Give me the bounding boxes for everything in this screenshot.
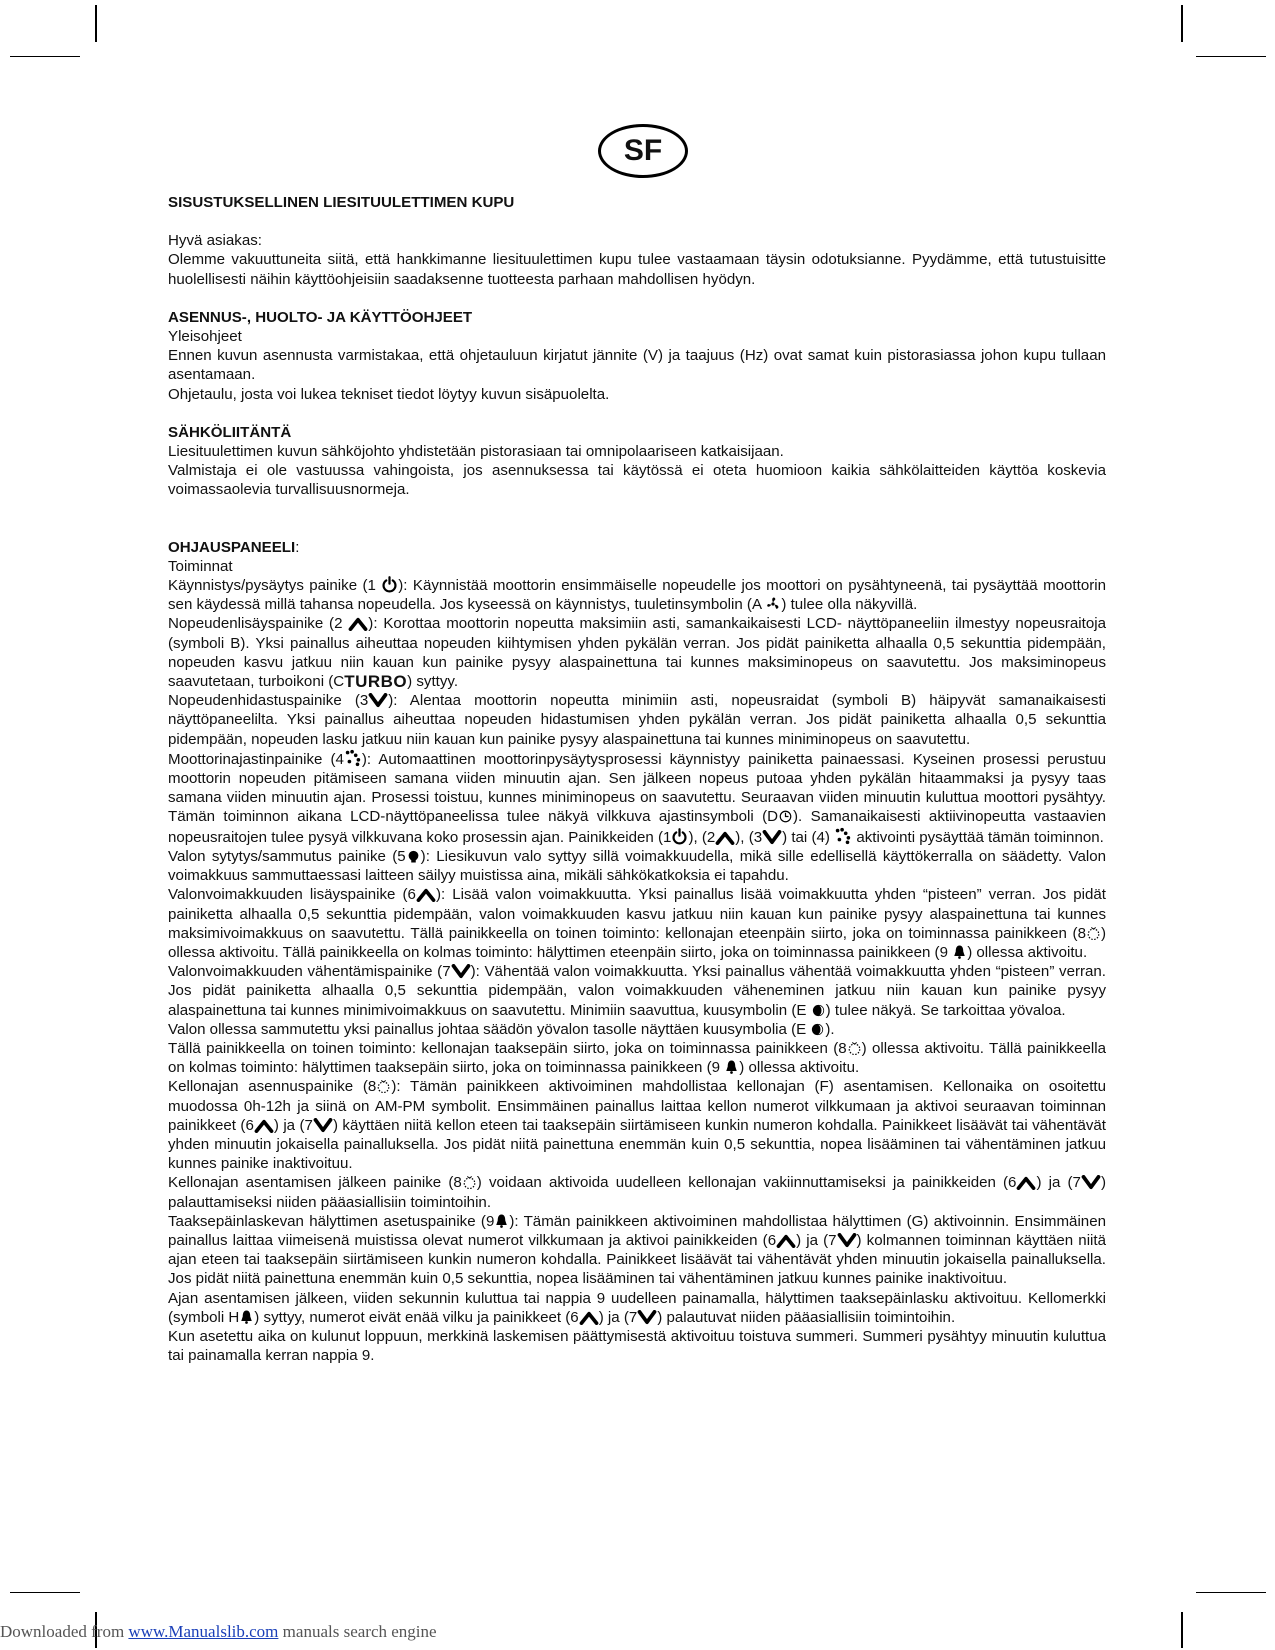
light-bulb-icon xyxy=(406,849,421,864)
language-badge xyxy=(598,124,688,178)
electric-paragraph: Liesituulettimen kuvun sähköjohto yhdistetään pistorasiaan tai omnipolaariseen katkaisijaan. xyxy=(168,443,784,461)
timer-icon xyxy=(834,827,852,845)
light-paragraph: Valon sytytys/sammutus painike (5 ): Liesikuvun valo syttyy sillä voimakkuudella, mikä sille edellisellä käyttökerralla on säädetty. Valon voimakkuus sammuttaessasi laitteen säilyy muistissa aina, mikäli sähkökatkoksia ei tapahdu. xyxy=(168,847,1106,885)
end-paragraph: Kun asetettu aika on kulunut loppuun, merkkinä laskemisen päättymisestä aktivoituu toistuva summeri. Summeri pysähtyy minuutin kuluttua tai painamalla kerran nappia 9. xyxy=(168,1327,1106,1365)
bell-icon xyxy=(952,943,967,960)
chevron-up-icon xyxy=(1016,1175,1036,1190)
chevron-up-icon xyxy=(776,1233,796,1248)
manualslib-link[interactable]: www.Manualslib.com xyxy=(128,1622,279,1641)
chevron-up-icon xyxy=(715,830,735,845)
speedup-paragraph: Nopeudenlisäyspainike (2 ): Korottaa moottorin nopeutta maksimiin asti, samankaikaisesti LCD- näyttöpaneeliin ilmestyy nopeusraitoja (symboli B). Yksi painallus aiheuttaa nopeuden kiihtymisen yhden pykälän verran. Jos pidät painiketta alhaalla 0,5 sekunttia pidempään, nopeuden kasvu jatkuu niin kauan kun painike pysyy alaspainettuna tai kunnes maksiminopeus on saavutettu. Jos maksiminopeus saavutetaan, turboikoni (CTURBO) syttyy. xyxy=(168,615,1106,692)
download-footer: Downloaded from www.Manualslib.com manuals search engine xyxy=(0,1622,437,1641)
panel-subheading: Toiminnat xyxy=(168,557,233,575)
chevron-down-icon xyxy=(637,1310,657,1325)
after-clock-paragraph: Kellonajan asentamisen jälkeen painike (8 ) voidaan aktivoida uudelleen kellonajan vakiinnuttamiseksi ja painikkeiden (6 ) ja (7 ) palauttamiseksi niiden pääasiallisiin toimintoihin. xyxy=(168,1174,1106,1211)
chevron-down-icon xyxy=(1081,1175,1101,1190)
crop-mark xyxy=(1181,1612,1183,1648)
chevron-down-icon xyxy=(451,964,471,979)
install-subheading: Yleisohjeet xyxy=(168,328,242,346)
speeddown-paragraph: Nopeudenhidastuspainike (3 ): Alentaa moottorin nopeutta minimiin asti, nopeusraidat (symboli B) häipyvät samanaikaisesti näyttöpaneelilta. Yksi painallus aiheuttaa nopeuden hidastumisen yhden pykälän verran. Jos pidät painiketta alhaalla 0,5 sekunttia pidempään, nopeuden lasku jatkuu niin kauan kun painike pysyy alaspainettuna tai kunnes miniminopeus on saavutettu. xyxy=(168,692,1106,748)
moon-icon xyxy=(811,1003,826,1018)
electric-paragraph: Valmistaja ei ole vastuussa vahingoista, jos asennuksessa tai käytössä ei oteta huomioon kaikia sähkölaitteiden käyttöa koskevia voimassaolevia turvallisuusnormeja. xyxy=(168,462,1106,499)
document-title: SISUSTUKSELLINEN LIESITUULETTIMEN KUPU xyxy=(168,194,515,211)
dotted-clock-icon xyxy=(847,1041,862,1056)
dotted-clock-icon xyxy=(376,1079,391,1094)
fan-icon xyxy=(765,596,781,612)
onoff-paragraph: Käynnistys/pysäytys painike (1 ): Käynnistää moottorin ensimmäiselle nopeudelle jos moottori on pysähtyneenä, tai pysäyttää moottorin sen käydessä millä tahansa nopeudella. Jos kyseessä on käynnistys, tuuletinsymbolin (A ) tulee olla näkyvillä. xyxy=(168,577,1106,614)
timer-paragraph: Moottorinajastinpainike (4 ): Automaattinen moottorinpysäytysprosessi käynnistyy painiketta painaessasi. Kyseinen prosessi perustuu moottorin nopeuden pitämiseen samana viiden minuutin ajan. Sen jälkeen nopeus putoaa yhden pykälän hitaammaksi ja pysyy taas samana viiden minuutin ajan. Prosessi toistuu, kunnes miniminopeus on saavutettu. Seuraavan viiden minuutin kuluttua moottori pysähtyy. Tämän toiminnon aikana LCD-näyttöpaneelissa tulee näkyä vilkkuva ajastinsymboli (D ). Samanaikaisesti aktiivinopeutta vastaavien nopeusraitojen tulee pysyä vilkkuvana koko prosessin ajan. Painikkeiden (1 ), (2 ), (3 ) tai (4) aktivointi pysäyttää tämän toiminnon. xyxy=(168,750,1106,846)
chevron-down-icon xyxy=(368,693,388,708)
chevron-up-icon xyxy=(416,887,436,902)
intro-text: Olemme vakuuttuneita siitä, että hankkimanne liesituulettimen kupu tulee vastaamaan täysin odotuksianne. Pyydämme, että tutustuisitte huolellisesti näihin käyttöohjeisiin saadaksenne tuotteesta parhaan mahdollisen hyödyn. xyxy=(168,251,1106,288)
greeting: Hyvä asiakas: xyxy=(168,232,262,250)
crop-mark xyxy=(95,5,97,42)
clock-icon xyxy=(778,809,793,824)
night-paragraph: Valon ollessa sammutettu yksi painallus johtaa säädön yövalon tasolle näyttäen kuusymbolia (E ). xyxy=(168,1020,835,1038)
crop-mark xyxy=(10,1592,80,1593)
chevron-up-icon xyxy=(579,1310,599,1325)
document-body xyxy=(168,193,1106,1365)
power-icon xyxy=(671,828,688,845)
clock-paragraph: Kellonajan asennuspainike (8 ): Tämän painikkeen aktivoiminen mahdollistaa kellonajan (F) asentamisen. Kellonaika on osoitettu muodossa 0h-12h ja siinä on AM-PM symbolit. Ensimmäinen painallus laittaa kellon numerot vilkkumaan ja aktivoi seuraavan toiminnan painikkeet (6 ) ja (7 ) käyttäen niitä kellon eteen tai taaksepäin siirtämiseen kunkin numeron kohdalla. Painikkeet lisäävät tai vähentävät yhden minuutin jokaisella painalluksella. Jos pidät niitä painettuna enemmän kuin 0,5 sekunttia, nopea lisääminen tai vähentäminen jatkuu kunnes painike inaktivoituu. xyxy=(168,1078,1106,1173)
language-code: SF xyxy=(623,134,663,167)
chevron-down-icon xyxy=(313,1118,333,1133)
crop-mark xyxy=(1196,56,1266,57)
dotted-clock-icon xyxy=(1086,926,1101,941)
alarm-set-paragraph: Ajan asentamisen jälkeen, viiden sekunnin kuluttua tai nappia 9 uudelleen painamalla, hälyttimen taaksepäinlasku aktivoituu. Kellomerkki (symboli H ) syttyy, numerot eivät enää vilku ja painikkeet (6 ) ja (7 ) palautuvat niiden pääasiallisiin toimintoihin. xyxy=(168,1289,1106,1326)
moon-icon xyxy=(810,1022,825,1037)
chevron-down-icon xyxy=(837,1233,857,1248)
timer-icon xyxy=(344,749,362,767)
lightdown-paragraph: Valonvoimakkuuden vähentämispainike (7 ): Vähentää valon voimakkuutta. Yksi painallus vähentää voimakkuutta yhden “pisteen” verran. Jos pidät painiketta alhaalla 0,5 sekunttia pidempään, valon voimakkuuden väheneminen jatkuu niin kauan kun painike pysyy alaspainettuna tai kunnes minimivoimakkuus on saavutettu. Minimiin saavuttua, kuusymbolin (E ) tulee näkyä. Se tarkoittaa yövaloa. xyxy=(168,963,1106,1019)
electric-heading: SÄHKÖLIITÄNTÄ xyxy=(168,423,292,441)
second-function-paragraph: Tällä painikkeella on toinen toiminto: kellonajan taaksepäin siirto, joka on toiminnassa painikkeen (8 ) ollessa aktivoitu. Tällä painikkeella on kolmas toiminto: hälyttimen taaksepäin siirto, joka on toiminnassa painikkeen (9 ) ollessa aktivoitu. xyxy=(168,1039,1106,1077)
crop-mark xyxy=(1196,1592,1266,1593)
chevron-up-icon xyxy=(348,616,368,631)
bell-icon xyxy=(494,1212,509,1229)
lightup-paragraph: Valonvoimakkuuden lisäyspainike (6 ): Lisää valon voimakkuutta. Yksi painallus lisää voimakkuutta yhden “pisteen” verran. Jos pidät painiketta alhaalla 0,5 sekunttia pidempään, valon voimakkuuden kasvu jatkuu niin kauan kun painike pysyy alaspainettuna tai kunnes maksimivoimakkuus on saavutettu. Tällä painikkeella on toinen toiminto: kellonajan eteenpäin siirto, joka on toiminnassa painikkeen (8 ) ollessa aktivoitu. Tällä painikkeella on kolmas toiminto: hälyttimen eteenpäin siirto, joka on toiminnassa painikkeen (9 ) ollessa aktivoitu. xyxy=(168,886,1106,961)
install-heading: ASENNUS-, HUOLTO- JA KÄYTTÖOHJEET xyxy=(168,308,473,326)
alarm-paragraph: Taaksepäinlaskevan hälyttimen asetuspainike (9 ): Tämän painikkeen aktivoiminen mahdollistaa hälyttimen (G) aktivoinnin. Ensimmäinen painallus laittaa viimeisenä muistissa olevat numerot vilkkumaan ja aktivoi painikkeiden (6 ) ja (7 ) kolmannen toiminnan käyttäen niitä ajan eteen tai taaksepäin siirtämiseen kunkin numeron kohdalla. Painikkeet lisäävät tai vähentävät yhden minuutin jokaisella painalluksella. Jos pidät niitä painettuna enemmän kuin 0,5 sekunttia, nopea lisääminen tai vähentäminen jatkuu kunnes painike inaktivoituu. xyxy=(168,1212,1106,1288)
panel-heading-colon: : xyxy=(295,538,300,556)
turbo-icon: TURBO xyxy=(344,672,408,692)
bell-icon xyxy=(724,1058,739,1075)
chevron-down-icon xyxy=(762,830,782,845)
crop-mark xyxy=(1181,5,1183,42)
panel-heading: OHJAUSPANEELI xyxy=(168,538,296,556)
panel-heading-line xyxy=(168,538,1106,557)
power-icon xyxy=(381,576,398,593)
install-paragraph: Ennen kuvun asennusta varmistakaa, että ohjetauluun kirjatut jännite (V) ja taajuus (Hz) ovat samat kuin pistorasiassa johon kupu tullaan asentamaan. xyxy=(168,347,1106,384)
install-paragraph: Ohjetaulu, josta voi lukea tekniset tiedot löytyy kuvun sisäpuolelta. xyxy=(168,385,610,403)
dotted-clock-icon xyxy=(462,1175,477,1190)
chevron-up-icon xyxy=(254,1118,274,1133)
crop-mark xyxy=(10,56,80,57)
bell-icon xyxy=(239,1308,254,1325)
